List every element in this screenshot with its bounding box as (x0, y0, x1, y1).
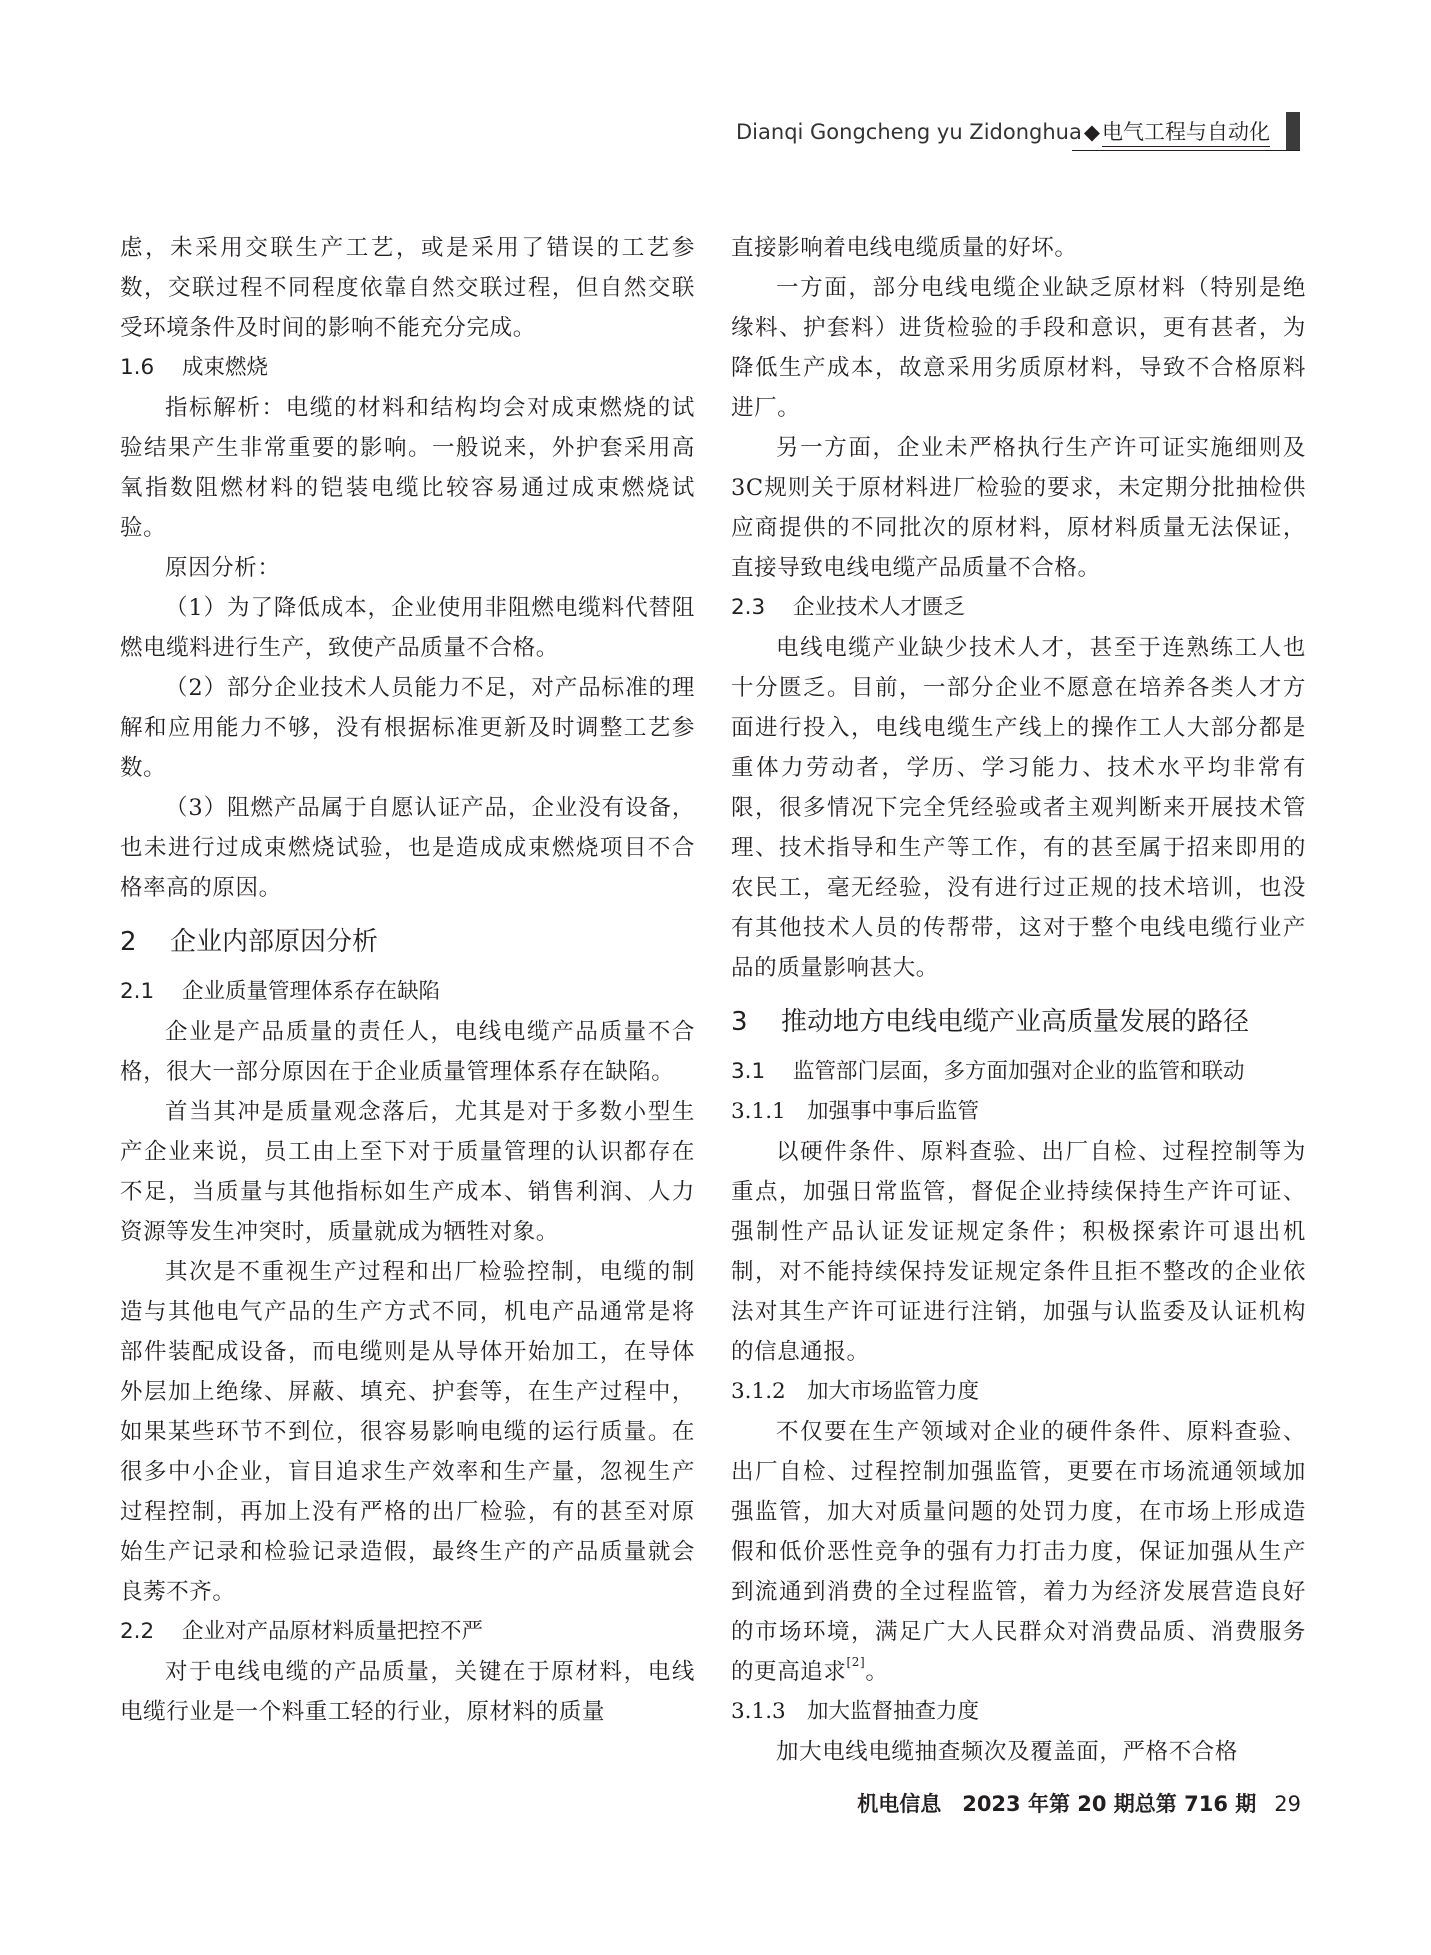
section-heading-3 (731, 998, 1306, 1046)
paragraph: 企业是产品质量的责任人，电线电缆产品质量不合格，很大一部分原因在于企业质量管理体系存在缺陷。 (120, 1019, 695, 1085)
paragraph (731, 1412, 1306, 1692)
paragraph: 首当其冲是质量观念落后，尤其是对于多数小型生产企业来说，员工由上至下对于质量管理的认识都存在不足，当质量与其他指标如生产成本、销售利润、人力资源等发生冲突时，质量就成为牺牲对象。 (120, 1099, 695, 1245)
header-text (736, 116, 1270, 146)
section-heading-1-6 (120, 348, 695, 388)
section-heading-3-1-1 (731, 1092, 1306, 1132)
paragraph: 直接影响着电线电缆质量的好坏。 (731, 235, 1078, 261)
right-column (731, 228, 1306, 1772)
paragraph-text: 不仅要在生产领域对企业的硬件条件、原料查验、出厂自检、过程控制加强监管，更要在市场流通领域加强监管，加大对质量问题的处罚力度，在市场上形成造假和低价恶性竞争的强有力打击力度，保证加强从生产到流通到消费的全过程监管，着力为经济发展营造良好的市场环境，满足广大人民群众对消费品质、消费服务的更高追求 (731, 1419, 1306, 1685)
section-number: 3.1.3 (731, 1699, 786, 1724)
citation-ref[interactable]: [2] (846, 1655, 866, 1669)
diamond-icon: ◆ (1083, 120, 1100, 144)
paragraph: （3）阻燃产品属于自愿认证产品，企业没有设备，也未进行过成束燃烧试验，也是造成成束燃烧项目不合格率高的原因。 (120, 795, 695, 901)
paragraph: 另一方面，企业未严格执行生产许可证实施细则及3C规则关于原材料进厂检验的要求，未定期分批抽检供应商提供的不同批次的原材料，原材料质量无法保证，直接导致电线电缆产品质量不合格。 (731, 435, 1306, 581)
header-bar (1286, 112, 1300, 150)
section-heading-3-1 (731, 1052, 1306, 1092)
paragraph: 电线电缆产业缺少技术人才，甚至于连熟练工人也十分匮乏。目前，一部分企业不愿意在培养各类人才方面进行投入，电线电缆生产线上的操作工人大部分都是重体力劳动者，学历、学习能力、技术水平均非常有限，很多情况下完全凭经验或者主观判断来开展技术管理、技术指导和生产等工作，有的甚至属于招来即用的农民工，毫无经验，没有进行过正规的技术培训，也没有其他技术人员的传帮带，这对于整个电线电缆行业产品的质量影响甚大。 (731, 635, 1306, 981)
running-header (736, 112, 1300, 152)
section-number: 3.1 (731, 1059, 766, 1084)
section-heading-3-1-2 (731, 1372, 1306, 1412)
section-title: 企业对产品原材料质量把控不严 (182, 1619, 484, 1644)
paragraph: 其次是不重视生产过程和出厂检验控制，电缆的制造与其他电气产品的生产方式不同，机电产品通常是将部件装配成设备，而电缆则是从导体开始加工，在导体外层加上绝缘、屏蔽、填充、护套等，在生产过程中，如果某些环节不到位，很容易影响电缆的运行质量。在很多中小企业，盲目追求生产效率和生产量，忽视生产过程控制，再加上没有严格的出厂检验，有的甚至对原始生产记录和检验记录造假，最终生产的产品质量就会良莠不齐。 (120, 1259, 695, 1605)
section-title: 监管部门层面，多方面加强对企业的监管和联动 (793, 1059, 1245, 1084)
section-heading-2-2 (120, 1612, 695, 1652)
section-title: 企业内部原因分析 (170, 927, 379, 957)
section-number: 3 (731, 1007, 748, 1037)
section-title: 加大监督抽查力度 (807, 1699, 980, 1724)
section-title: 成束燃烧 (182, 355, 269, 380)
section-title: 企业技术人才匮乏 (793, 595, 966, 620)
paragraph: 以硬件条件、原料查验、出厂自检、过程控制等为重点，加强日常监管，督促企业持续保持生产许可证、强制性产品认证发证规定条件；积极探索许可退出机制，对不能持续保持发证规定条件且拒不整改的企业依法对其生产许可证进行注销，加强与认监委及认证机构的信息通报。 (731, 1139, 1306, 1365)
section-number: 3.1.1 (731, 1099, 786, 1124)
section-title: 推动地方电线电缆产业高质量发展的路径 (781, 1007, 1250, 1037)
header-rule (1072, 150, 1300, 151)
section-title: 加大市场监管力度 (807, 1379, 980, 1404)
paragraph: 原因分析： (165, 555, 281, 581)
paragraph: 对于电线电缆的产品质量，关键在于原材料，电线电缆行业是一个料重工轻的行业，原材料的质量 (120, 1659, 695, 1725)
section-title: 加强事中事后监管 (807, 1099, 980, 1124)
paragraph: 加大电线电缆抽查频次及覆盖面，严格不合格 (776, 1739, 1239, 1765)
section-heading-2-3 (731, 588, 1306, 628)
page-footer (857, 1788, 1301, 1818)
header-latin: Dianqi Gongcheng yu Zidonghua (736, 120, 1082, 144)
section-title: 企业质量管理体系存在缺陷 (182, 979, 441, 1004)
section-number: 3.1.2 (731, 1379, 786, 1404)
paragraph: （2）部分企业技术人员能力不足，对产品标准的理解和应用能力不够，没有根据标准更新及时调整工艺参数。 (120, 675, 695, 781)
left-column (120, 228, 695, 1732)
paragraph-end: 。 (865, 1659, 889, 1685)
section-heading-3-1-3 (731, 1692, 1306, 1732)
section-heading-2-1 (120, 972, 695, 1012)
section-heading-2 (120, 918, 695, 966)
section-number: 2.3 (731, 595, 766, 620)
section-number: 2.1 (120, 979, 155, 1004)
section-number: 2 (120, 927, 137, 957)
footer-journal-info: 机电信息 2023 年第 20 期总第 716 期 (857, 1792, 1257, 1816)
paragraph: （1）为了降低成本，企业使用非阻燃电缆料代替阻燃电缆料进行生产，致使产品质量不合格。 (120, 595, 695, 661)
section-number: 2.2 (120, 1619, 155, 1644)
paragraph: 指标解析：电缆的材料和结构均会对成束燃烧的试验结果产生非常重要的影响。一般说来，外护套采用高氧指数阻燃材料的铠装电缆比较容易通过成束燃烧试验。 (120, 395, 695, 541)
paragraph: 一方面，部分电线电缆企业缺乏原材料（特别是绝缘料、护套料）进货检验的手段和意识，更有甚者，为降低生产成本，故意采用劣质原材料，导致不合格原料进厂。 (731, 275, 1306, 421)
page-number: 29 (1274, 1792, 1301, 1816)
paragraph: 虑，未采用交联生产工艺，或是采用了错误的工艺参数，交联过程不同程度依靠自然交联过程，但自然交联受环境条件及时间的影响不能充分完成。 (120, 235, 695, 341)
header-journal-title: 电气工程与自动化 (1102, 120, 1270, 147)
section-number: 1.6 (120, 355, 155, 380)
